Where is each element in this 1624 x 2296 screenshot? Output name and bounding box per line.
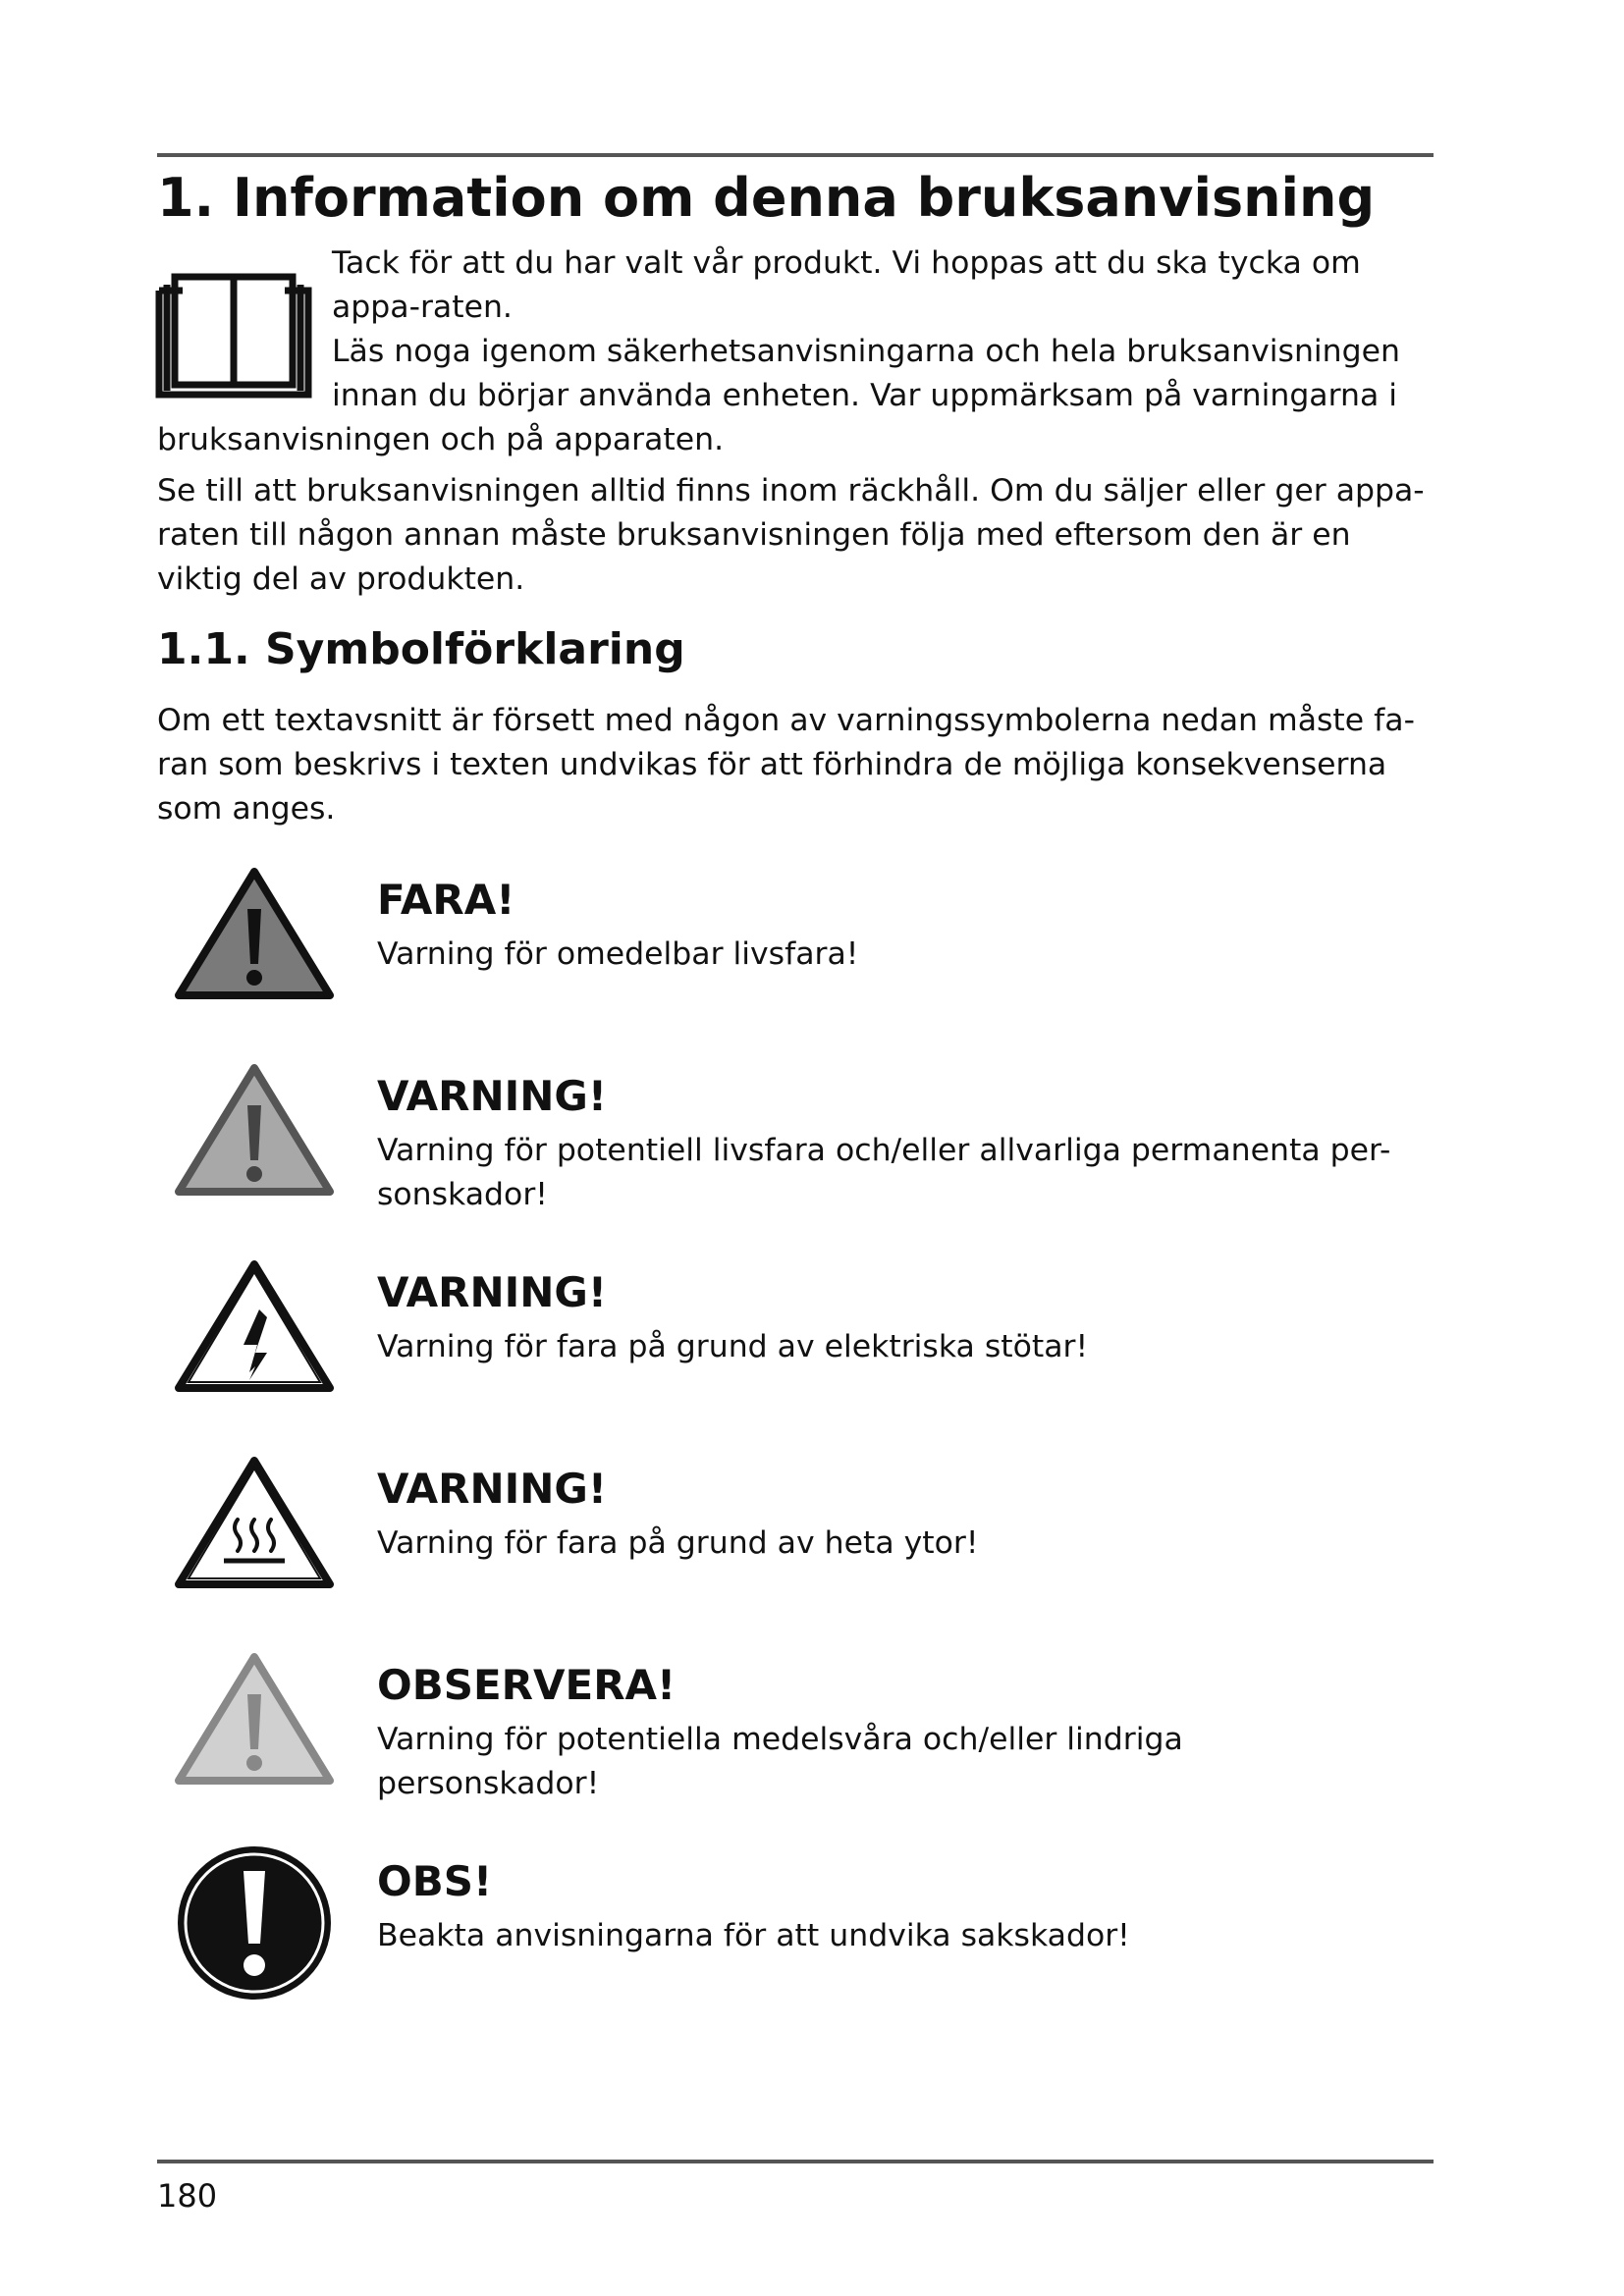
caution-triangle-icon: [173, 1651, 336, 1789]
page-number: 180: [157, 2177, 218, 2215]
symbol-heading: VARNING!: [377, 1072, 608, 1120]
symbol-heading: VARNING!: [377, 1268, 608, 1316]
symbol-heading: OBSERVERA!: [377, 1661, 677, 1709]
intro-text: [157, 241, 1434, 462]
bottom-rule: [157, 2160, 1434, 2163]
symbol-heading: FARA!: [377, 876, 515, 924]
section-text: Om ett textavsnitt är försett med någon av varningssymbolerna nedan måste fa-ran som beskrivs i texten undvikas för att förhindra de möjliga konsekvenserna som anges.: [157, 703, 1415, 827]
intro-paragraph-2: Se till att bruksanvisningen alltid finns inom räckhåll. Om du säljer eller ger appa-raten till någon annan måste bruksanvisningen följa med eftersom den är en viktig del av produkten.: [157, 473, 1425, 597]
warning-triangle-icon: [173, 1062, 336, 1200]
hot-surface-icon: [173, 1455, 336, 1592]
symbol-description: Varning för potentiell livsfara och/eller allvarliga permanenta per-sonskador!: [377, 1133, 1391, 1212]
notice-circle-icon: [173, 1842, 336, 2004]
symbol-description: Beakta anvisningarna för att undvika sakskador!: [377, 1918, 1130, 1953]
symbol-description: Varning för fara på grund av elektriska stötar!: [377, 1329, 1089, 1364]
intro-line-1: Tack för att du har valt vår produkt. Vi hoppas att du ska tycka om appa-raten.: [332, 245, 1361, 325]
section-title: 1.1. Symbolförklaring: [157, 624, 685, 674]
danger-triangle-icon: [173, 866, 336, 1003]
page-title: 1. Information om denna bruksanvisning: [157, 167, 1376, 229]
symbol-description: Varning för omedelbar livsfara!: [377, 936, 859, 972]
symbol-heading: VARNING!: [377, 1465, 608, 1513]
symbol-heading: OBS!: [377, 1857, 493, 1905]
symbol-description: Varning för potentiella medelsvåra och/eller lindriga personskador!: [377, 1722, 1183, 1801]
intro-line-2: Läs noga igenom säkerhetsanvisningarna och hela bruksanvisningen innan du börjar använda enheten. Var uppmärksam på varningarna i bruksanvisningen och på apparaten.: [157, 334, 1400, 457]
top-rule: [157, 153, 1434, 157]
electric-shock-icon: [173, 1258, 336, 1396]
symbol-description: Varning för fara på grund av heta ytor!: [377, 1525, 979, 1561]
